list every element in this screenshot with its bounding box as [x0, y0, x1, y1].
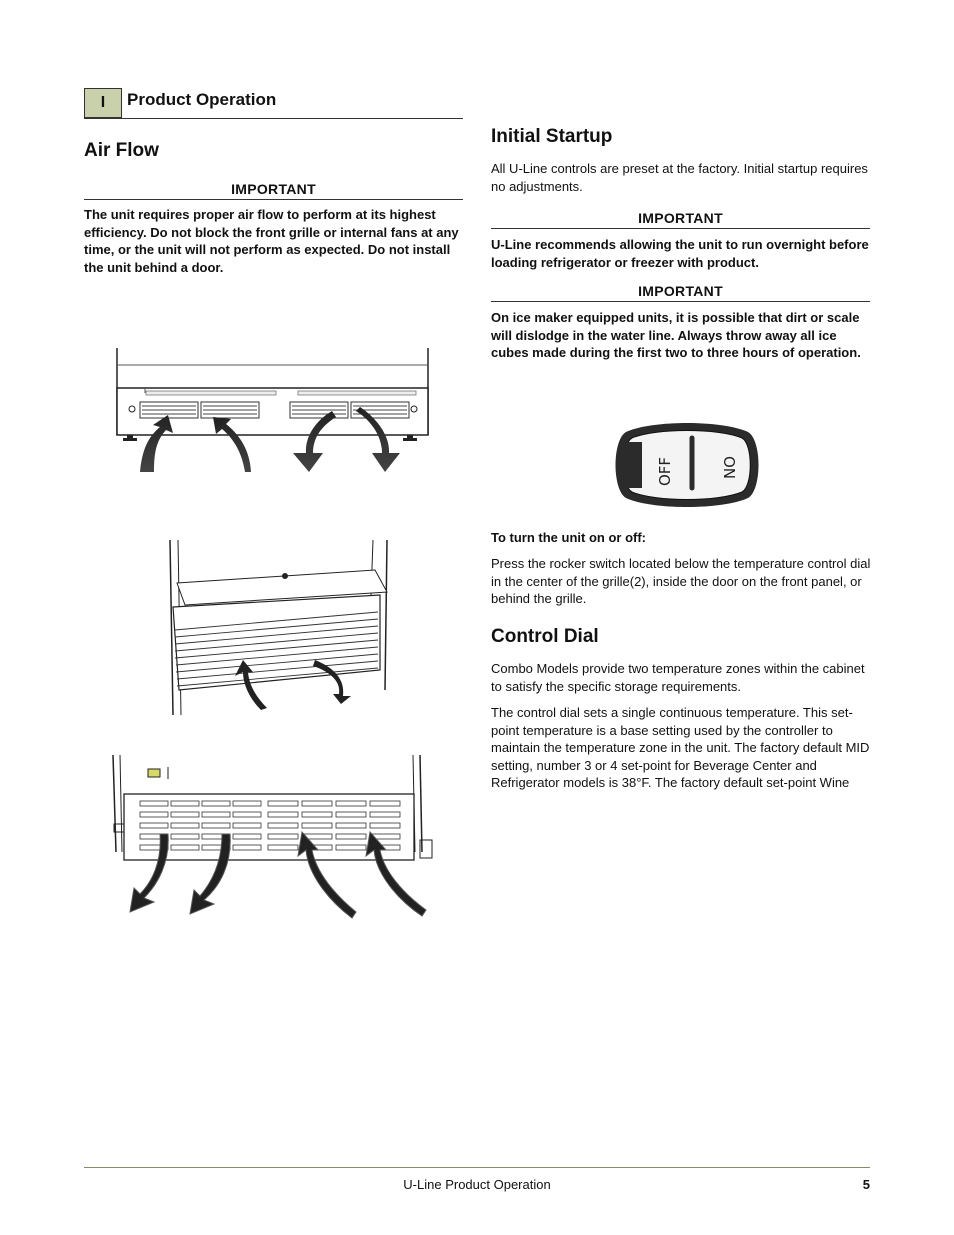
section-header [84, 88, 463, 119]
important-label: IMPORTANT [491, 210, 870, 229]
footer-rule [84, 1167, 870, 1168]
section-title: Product Operation [127, 90, 277, 109]
grille-airflow-illustration-3 [108, 752, 438, 924]
control-dial-text-1: Combo Models provide two temperature zones within the cabinet to satisfy the specific storage requirements. [491, 661, 865, 694]
grille-airflow-illustration-2 [165, 540, 395, 720]
air-flow-important-text: The unit requires proper air flow to perform at its highest efficiency. Do not block the front grille or internal fans at any time, or the unit will not perform as expected. Do not install the unit behind a door. [84, 207, 459, 275]
section-number: I [84, 88, 122, 118]
grille-airflow-illustration-1 [110, 345, 440, 480]
page-number: 5 [862, 1177, 870, 1192]
footer-title: U-Line Product Operation [403, 1177, 551, 1192]
important-label: IMPORTANT [491, 283, 870, 302]
switch-off-label: OFF [656, 456, 674, 486]
startup-important-text-1: U-Line recommends allowing the unit to run overnight before loading refrigerator or freezer with product. [491, 237, 869, 270]
air-flow-heading: Air Flow [84, 140, 159, 161]
initial-startup-heading: Initial Startup [491, 126, 613, 147]
initial-startup-text: All U-Line controls are preset at the factory. Initial startup requires no adjustments. [491, 161, 868, 194]
control-dial-heading: Control Dial [491, 626, 599, 647]
switch-on-label: ON [720, 456, 738, 480]
startup-important-text-2: On ice maker equipped units, it is possible that dirt or scale will dislodge in the water line. Always throw away all ice cubes made during the first two to three hours of operation. [491, 310, 861, 360]
important-label: IMPORTANT [84, 181, 463, 200]
on-off-subheading: To turn the unit on or off: [491, 530, 646, 545]
control-dial-text-2: The control dial sets a single continuous temperature. This set-point temperature is a base setting used by the controller to maintain the temperature zone in the unit. The factory default MID setting, number 3 or 4 set-point for Beverage Center and Refrigerator models is 38°F. The factory default set-point Wine [491, 705, 870, 790]
rocker-switch-illustration [612, 422, 762, 508]
on-off-text: Press the rocker switch located below the temperature control dial in the center of the grille(2), inside the door on the front panel, or behind the grille. [491, 556, 871, 606]
